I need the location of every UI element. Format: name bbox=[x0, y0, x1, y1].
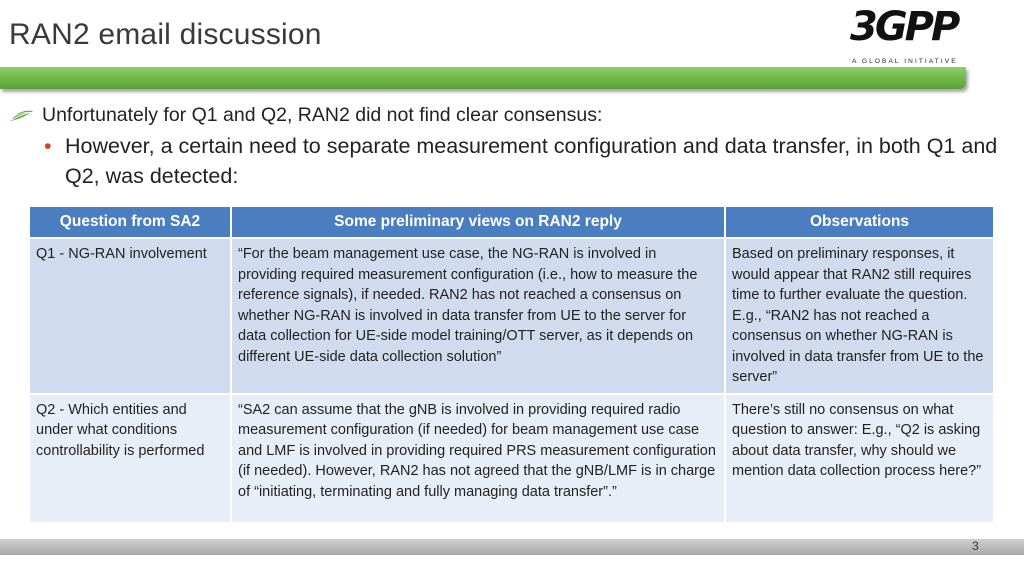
cell-question: Q2 - Which entities and under what conditions controllability is performed bbox=[30, 395, 230, 522]
cell-observations: There’s still no consensus on what question to answer: E.g., “Q2 is asking about data transfer, why should we mention data collection process here?” bbox=[726, 395, 993, 522]
header-question: Question from SA2 bbox=[30, 207, 230, 237]
bullet-2-marker: • bbox=[44, 134, 52, 158]
header-views: Some preliminary views on RAN2 reply bbox=[232, 207, 724, 237]
bullet-2-text: However, a certain need to separate measurement configuration and data transfer, in both Q1 and Q2, was detected: bbox=[65, 134, 998, 188]
footer-bar bbox=[0, 539, 1024, 555]
table-row bbox=[30, 239, 993, 393]
page-number: 3 bbox=[972, 539, 979, 553]
table-row bbox=[30, 395, 993, 522]
bullet-level-1 bbox=[10, 104, 602, 127]
cell-views: “For the beam management use case, the NG-RAN is involved in providing required measurement configuration (i.e., how to measure the reference signals), if needed. RAN2 has not reached a consensus on whether NG-RAN is involved in data transfer from UE to the server for data collection for UE-side model training/OTT server, as it depends on different UE-side data collection solution” bbox=[232, 239, 724, 393]
slide-title: RAN2 email discussion bbox=[9, 18, 322, 51]
leaf-bullet-icon bbox=[10, 109, 34, 123]
header-observations: Observations bbox=[726, 207, 993, 237]
discussion-table bbox=[28, 205, 995, 524]
cell-views: “SA2 can assume that the gNB is involved in providing required radio measurement configuration (if needed) for beam management use case and LMF is involved in providing required PRS measurement configuration (if needed). However, RAN2 has not agreed that the gNB/LMF is in charge of “initiating, terminating and fully managing data transfer”.” bbox=[232, 395, 724, 522]
bullet-level-2 bbox=[44, 131, 1014, 191]
title-divider-bar bbox=[0, 67, 966, 89]
table-header-row bbox=[30, 207, 993, 237]
bullet-1-text: Unfortunately for Q1 and Q2, RAN2 did not find clear consensus: bbox=[42, 104, 603, 126]
cell-question: Q1 - NG-RAN involvement bbox=[30, 239, 230, 393]
logo-subtitle: A GLOBAL INITIATIVE bbox=[852, 58, 958, 65]
3gpp-logo bbox=[848, 4, 960, 68]
cell-observations: Based on preliminary responses, it would appear that RAN2 still requires time to further evaluate the question. E.g., “RAN2 has not reached a consensus on whether NG-RAN is involved in data transfer from UE to the server” bbox=[726, 239, 993, 393]
logo-mark: 3GPP bbox=[850, 4, 958, 50]
